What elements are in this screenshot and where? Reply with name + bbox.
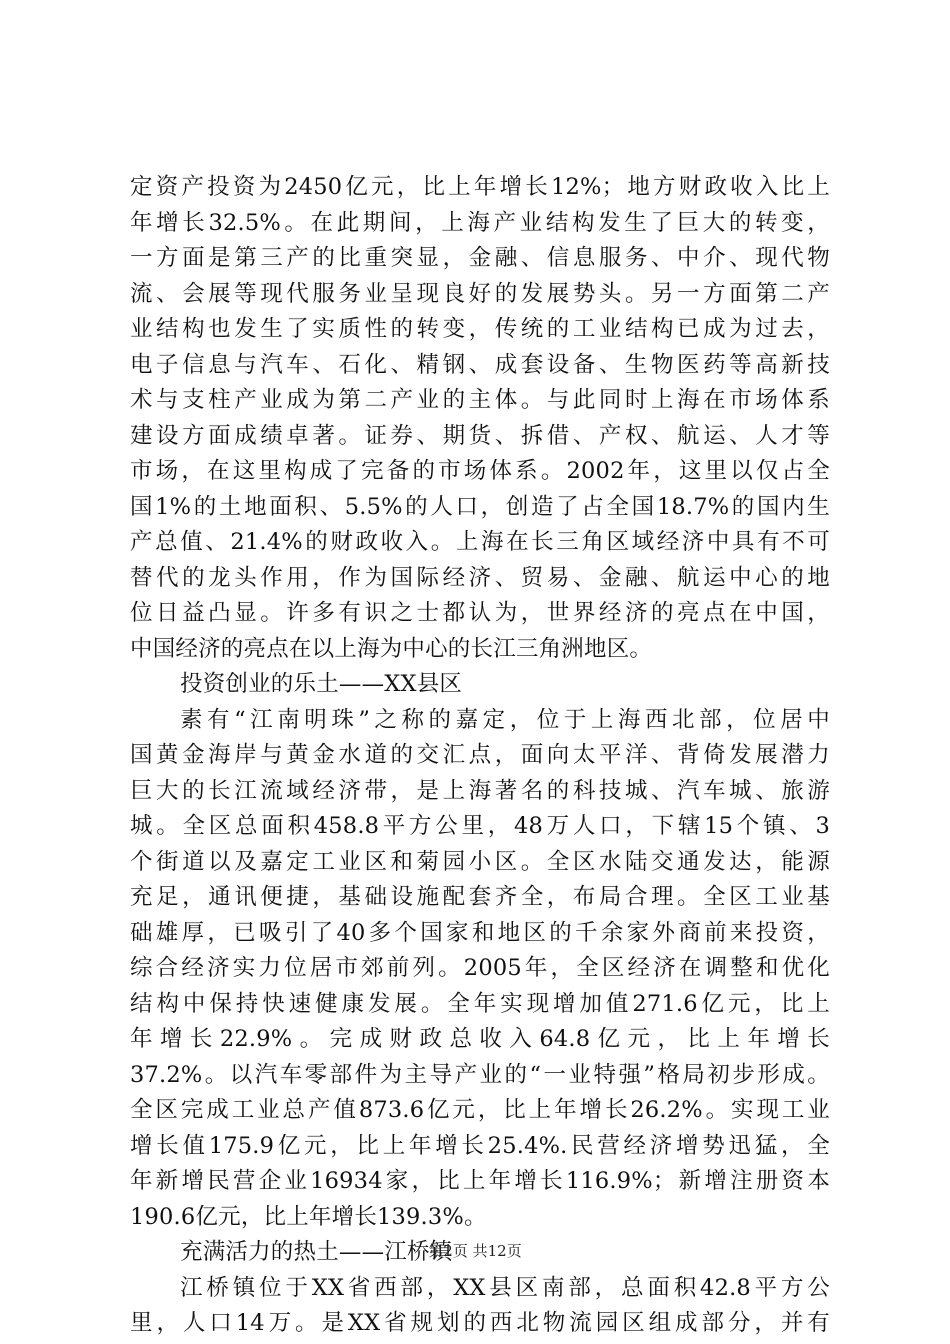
text-line: 全区完成工业总产值873.6亿元，比上年增长26.2%。实现工业 <box>130 1097 830 1123</box>
text-line: 江桥镇位于XX省西部，XX县区南部，总面积42.8平方公 <box>180 1274 830 1301</box>
text-line: 素有“江南明珠”之称的嘉定，位于上海西北部，位居中 <box>180 706 830 733</box>
text-line: 一方面是第三产的比重突显，金融、信息服务、中介、现代物 <box>130 245 830 271</box>
text-line: 础雄厚，已吸引了40多个国家和地区的千余家外商前来投资， <box>130 919 830 946</box>
text-line: 电子信息与汽车、石化、精钢、成套设备、生物医药等高新技 <box>130 351 830 378</box>
text-line: 年新增民营企业16934家，比上年增长116.9%；新增注册资本 <box>130 1168 830 1194</box>
text-line: 综合经济实力位居市郊前列。2005年，全区经济在调整和优化 <box>130 955 830 981</box>
text-line: 里，人口14万。是XX省规划的西北物流园区组成部分，并有 <box>130 1310 830 1336</box>
text-line: 定资产投资为2450亿元，比上年增长12%；地方财政收入比上 <box>130 174 830 200</box>
text-line: 190.6亿元，比上年增长139.3%。 <box>130 1203 487 1230</box>
text-line: 市场，在这里构成了完备的市场体系。2002年，这里以仅占全 <box>130 458 830 484</box>
page-number-label: 第2页 共12页 <box>428 1242 522 1260</box>
text-line: 位日益凸显。许多有识之士都认为，世界经济的亮点在中国， <box>130 600 830 626</box>
text-line: 充足，通讯便捷，基础设施配套齐全，布局合理。全区工业基 <box>130 884 830 910</box>
text-line: 个街道以及嘉定工业区和菊园小区。全区水陆交通发达，能源 <box>130 848 830 875</box>
document-body <box>130 170 830 1342</box>
text-line: 术与支柱产业成为第二产业的主体。与此同时上海在市场体系 <box>130 387 830 413</box>
section-heading: 充满活力的热土——江桥镇 <box>180 1239 453 1265</box>
text-line: 流、会展等现代服务业呈现良好的发展势头。另一方面第二产 <box>130 280 830 307</box>
text-line: 城。全区总面积458.8平方公里，48万人口，下辖15个镇、3 <box>130 813 830 839</box>
text-line: 37.2%。以汽车零部件为主导产业的“一业特强”格局初步形成。 <box>130 1061 830 1088</box>
text-line: 增长值175.9亿元，比上年增长25.4%.民营经济增势迅猛，全 <box>130 1132 830 1159</box>
text-line: 年增长22.9%。完成财政总收入64.8亿元，比上年增长 <box>130 1026 830 1052</box>
text-line: 年增长32.5%。在此期间，上海产业结构发生了巨大的转变， <box>130 209 830 236</box>
section-heading: 投资创业的乐土——XX县区 <box>180 671 463 697</box>
text-line: 产总值、21.4%的财政收入。上海在长三角区域经济中具有不可 <box>130 529 830 555</box>
page-footer <box>0 1241 950 1261</box>
text-line: 结构中保持快速健康发展。全年实现增加值271.6亿元，比上 <box>130 990 830 1017</box>
text-line: 建设方面成绩卓著。证券、期货、拆借、产权、航运、人才等 <box>130 422 830 449</box>
text-line: 巨大的长江流域经济带，是上海著名的科技城、汽车城、旅游 <box>130 777 830 804</box>
text-line: 国1%的土地面积、5.5%的人口，创造了占全国18.7%的国内生 <box>130 493 830 520</box>
text-line: 替代的龙头作用，作为国际经济、贸易、金融、航运中心的地 <box>130 564 830 591</box>
text-line: 业结构也发生了实质性的转变，传统的工业结构已成为过去， <box>130 316 830 342</box>
text-line: 国黄金海岸与黄金水道的交汇点，面向太平洋、背倚发展潜力 <box>130 742 830 768</box>
text-line: 中国经济的亮点在以上海为中心的长江三角洲地区。 <box>130 635 653 662</box>
